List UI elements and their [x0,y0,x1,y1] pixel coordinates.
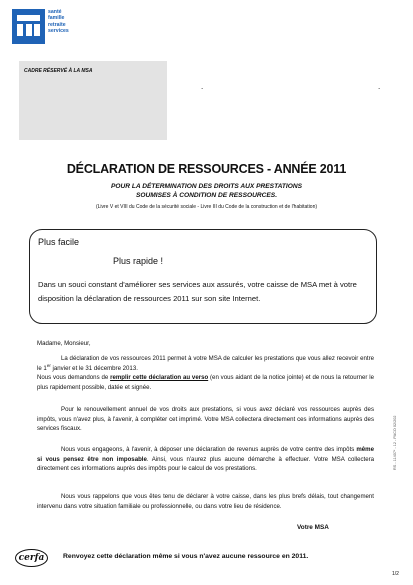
promo-body: Dans un souci constant d'améliorer ses services aux assurés, votre caisse de MSA met à votre disposition la déclaration de ressources 2011 sur son site Internet. [38,280,357,303]
letter-paragraph-4 [37,492,374,511]
p1-text-c: Nous vous demandons de [37,374,111,382]
letter-paragraph-2 [37,405,374,434]
logo-word-retraite: retraite [48,21,66,28]
p1-text-a: La déclaration de vos ressources 2011 permet à votre MSA de calculer les prestations que vous allez recevoir entre le 1 [37,355,374,372]
msa-logo-words [48,9,69,35]
cerfa-logo: cerfa [15,549,48,567]
p1-text-d: (en vous aidant de la notice jointe) et de nous la retourner le plus rapidement possible, datée et signée. [37,374,374,392]
document-title: DÉCLARATION DE RESSOURCES - ANNÉE 2011 [66,162,347,176]
letter-paragraph-3 [37,445,374,474]
letter-salutation: Madame, Monsieur, [37,340,91,347]
p1-text-b: janvier et le 31 décembre 2013. [50,364,138,372]
subtitle-line-2: SOUMISES À CONDITION DE RESSOURCES. [135,191,278,199]
subtitle-line-1: POUR LA DÉTERMINATION DES DROITS AUX PRESTATIONS [110,183,303,190]
p3-text-b: . Ainsi, vous n'aurez plus aucune démarche à effectuer. Votre MSA collectera directement ces informations auprès des impôts pour le calcul de vos prestations. [37,455,375,473]
logo-word-sante: santé [48,9,62,15]
form-side-code: RS - 11407* - 12 - PACO 02/202 [393,415,397,470]
p3-text-a: Nous vous engageons, à l'avenir, à déposer une déclaration de revenus auprès de votre centre des impôts [61,446,357,453]
msa-logo-mark [12,9,45,44]
reference-dot-right: . [378,82,381,91]
promo-box [29,229,377,324]
logo-word-services: services [48,28,69,35]
page-number: 1/2 [392,571,399,577]
p2-text: Pour le renouvellement annuel de vos droits aux prestations, si vous avez déclaré vos ressources auprès des impôts, vous n'avez plus, à l'avenir, à compléter cet imprimé. Votre MSA collectera directement ces informations auprès des services fiscaux. [37,406,374,433]
letter-paragraph-1 [37,354,374,393]
p1-superscript: er [46,362,51,368]
p3-emphasis: même si vous pensez être non imposable [37,446,374,463]
p4-text: Nous vous rappelons que vous êtes tenu de déclarer à votre caisse, dans les plus brefs délais, tout changement intervenu dans votre situation familiale ou professionnelle, ou dans votre lieu de résidence. [37,493,374,510]
letter-signature: Votre MSA [297,524,329,531]
promo-faster: Plus rapide ! [113,256,164,266]
document-subtitle [0,183,413,200]
promo-easier: Plus facile [38,237,80,247]
reference-dot-left: . [201,82,204,91]
p1-emphasis: remplir cette déclaration au verso [110,374,209,382]
footer-notice: Renvoyez cette déclaration même si vous n'avez aucune ressource en 2011. [63,553,309,560]
reserved-box-label: CADRE RÉSERVÉ À LA MSA [24,68,93,74]
logo-word-famille: famille [48,15,65,22]
legal-reference: (Livre V et VIII du Code de la sécurité sociale - Livre III du Code de la construction et de l'habitation) [95,204,318,210]
